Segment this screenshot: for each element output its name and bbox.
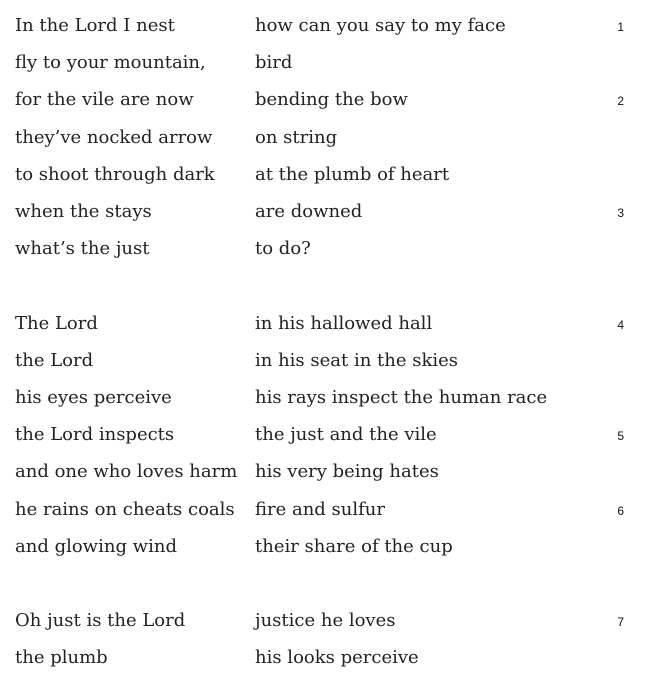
poem-line bbox=[0, 112, 661, 149]
line-right-text: fire and sulfur bbox=[255, 498, 385, 520]
line-left-text: for the vile are now bbox=[15, 89, 194, 111]
line-right-text: in his seat in the skies bbox=[255, 349, 459, 371]
stanza-break bbox=[0, 558, 661, 595]
line-left-text: the Lord inspects bbox=[15, 424, 175, 446]
line-right-text: in his hallowed hall bbox=[255, 312, 433, 334]
line-right-text: his looks perceive bbox=[255, 647, 419, 669]
verse-number: 1 bbox=[617, 20, 624, 34]
line-left-text: In the Lord I nest bbox=[15, 15, 175, 36]
verse-number: 6 bbox=[617, 503, 624, 518]
verse-number: 3 bbox=[617, 205, 624, 220]
line-right-text: his very being hates bbox=[255, 461, 439, 483]
poem-line bbox=[0, 223, 661, 260]
line-left-text: his eyes perceive bbox=[15, 386, 172, 408]
poem-line bbox=[0, 335, 661, 372]
poem-line bbox=[0, 74, 661, 111]
line-right-text: bending the bow bbox=[255, 89, 408, 111]
line-left-text: the Lord bbox=[15, 349, 94, 371]
line-left-text: and one who loves harm bbox=[15, 461, 238, 483]
poem-line bbox=[0, 409, 661, 446]
poem-line bbox=[0, 484, 661, 521]
line-left-text: they’ve nocked arrow bbox=[15, 126, 213, 148]
stanza-break bbox=[0, 260, 661, 297]
line-right-text: his rays inspect the human race bbox=[255, 386, 548, 408]
stanza-2 bbox=[0, 298, 661, 558]
poem-line bbox=[0, 446, 661, 483]
line-right-text: justice he loves bbox=[255, 610, 396, 632]
poem-line bbox=[0, 149, 661, 186]
line-left-text: and glowing wind bbox=[15, 535, 177, 557]
line-right-text: are downed bbox=[255, 200, 363, 222]
verse-number: 7 bbox=[617, 615, 624, 630]
poem-line bbox=[0, 37, 661, 74]
line-right-text: bird bbox=[255, 52, 293, 74]
poem-line bbox=[0, 372, 661, 409]
line-left-text: when the stays bbox=[15, 200, 152, 222]
line-right-text: their share of the cup bbox=[255, 535, 453, 557]
poem-line bbox=[0, 0, 661, 37]
line-left-text: to shoot through dark bbox=[15, 163, 215, 185]
verse-number: 2 bbox=[617, 94, 624, 109]
poem-line bbox=[0, 632, 661, 669]
line-left-text: he rains on cheats coals bbox=[15, 498, 235, 520]
line-right-text: to do? bbox=[255, 238, 311, 260]
verse-number: 4 bbox=[617, 317, 624, 332]
line-left-text: fly to your mountain, bbox=[15, 52, 206, 74]
line-left-text: the plumb bbox=[15, 647, 108, 669]
poem-line bbox=[0, 595, 661, 632]
line-left-text: what’s the just bbox=[15, 238, 150, 260]
line-left-text: The Lord bbox=[15, 312, 98, 334]
poem-line bbox=[0, 298, 661, 335]
line-right-text: on string bbox=[255, 126, 338, 148]
stanza-3 bbox=[0, 595, 661, 669]
line-right-text: how can you say to my face bbox=[255, 15, 506, 36]
stanza-1 bbox=[0, 0, 661, 260]
line-right-text: at the plumb of heart bbox=[255, 163, 450, 185]
line-left-text: Oh just is the Lord bbox=[15, 610, 186, 632]
poem-line bbox=[0, 521, 661, 558]
line-right-text: the just and the vile bbox=[255, 424, 437, 446]
poem-line bbox=[0, 186, 661, 223]
verse-number: 5 bbox=[617, 429, 624, 444]
